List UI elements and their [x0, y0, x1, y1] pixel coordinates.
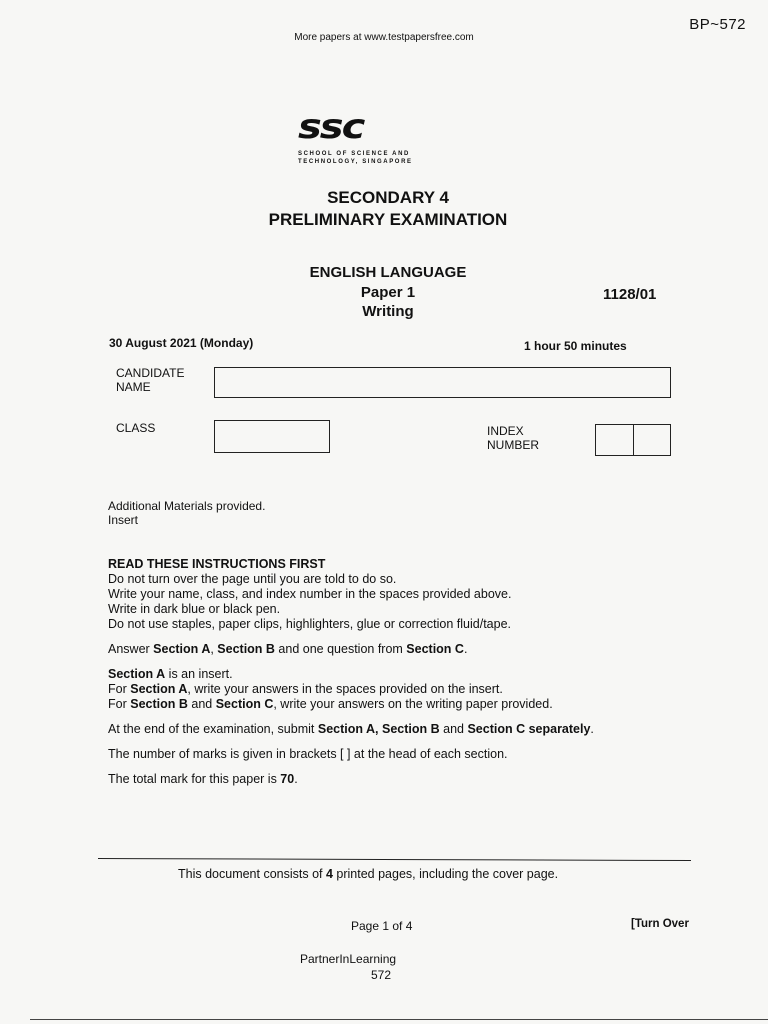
- section-bc-line: For Section B and Section C, write your answers on the writing paper provided.: [108, 697, 553, 711]
- logo-subtitle-1: SCHOOL OF SCIENCE AND: [298, 151, 410, 157]
- logo-subtitle-2: TECHNOLOGY, SINGAPORE: [298, 159, 413, 165]
- instructions-block: [108, 557, 594, 787]
- submission-line: At the end of the examination, submit Section A, Section B and Section C separately.: [108, 722, 594, 736]
- paper-code: 1128/01: [603, 286, 657, 303]
- instruction-line: Write in dark blue or black pen.: [108, 602, 281, 616]
- instruction-line: Do not turn over the page until you are told to do so.: [108, 572, 397, 586]
- instruction-line: Do not use staples, paper clips, highlighters, glue or correction fluid/tape.: [108, 617, 512, 631]
- footer-divider: [98, 858, 691, 861]
- marks-line: The number of marks is given in brackets [ ] at the head of each section.: [108, 747, 508, 761]
- section-a-line: For Section A, write your answers in the spaces provided on the insert.: [108, 682, 503, 696]
- exam-date: 30 August 2021 (Monday): [109, 336, 254, 350]
- instruction-line: Write your name, class, and index number in the spaces provided above.: [108, 587, 512, 601]
- index-number-label: [487, 424, 539, 452]
- total-mark-line: The total mark for this paper is 70.: [108, 772, 298, 786]
- page-count-note: This document consists of 4 printed pages, including the cover page.: [178, 867, 559, 881]
- instructions-heading: READ THESE INSTRUCTIONS FIRST: [108, 557, 326, 571]
- source-url-text: More papers at www.testpapersfree.com: [294, 32, 474, 43]
- logo-mark: ssc: [298, 107, 364, 147]
- materials-line-2: Insert: [108, 513, 139, 527]
- materials-line-1: Additional Materials provided.: [108, 499, 266, 513]
- turn-over-label: [Turn Over: [631, 918, 689, 930]
- index-label-line-1: INDEX: [487, 424, 524, 438]
- candidate-name-label: [116, 366, 184, 394]
- answer-sections-line: Answer Section A, Section B and one question from Section C.: [108, 642, 468, 656]
- paper-number: Paper 1: [360, 284, 416, 301]
- exam-duration: 1 hour 50 minutes: [524, 339, 627, 353]
- candidate-name-field[interactable]: [214, 367, 671, 398]
- class-label: CLASS: [116, 421, 156, 435]
- class-field[interactable]: [214, 420, 330, 453]
- document-code-tag: BP~572: [689, 16, 746, 33]
- bottom-edge-line: [30, 1019, 768, 1020]
- index-number-field-digit-2[interactable]: [633, 424, 671, 456]
- candidate-label-line-2: NAME: [116, 380, 151, 394]
- partner-number: 572: [371, 968, 392, 982]
- insert-line: Section A is an insert.: [108, 667, 233, 681]
- page-number: Page 1 of 4: [351, 919, 413, 933]
- partner-label: PartnerInLearning: [300, 952, 397, 966]
- index-label-line-2: NUMBER: [487, 438, 540, 452]
- candidate-label-line-1: CANDIDATE: [116, 366, 185, 380]
- exam-title-line-2: PRELIMINARY EXAMINATION: [268, 210, 508, 229]
- paper-component: Writing: [362, 303, 414, 320]
- additional-materials: [108, 499, 265, 527]
- index-number-field-digit-1[interactable]: [595, 424, 634, 456]
- subject-name: ENGLISH LANGUAGE: [309, 264, 467, 281]
- exam-title-line-1: SECONDARY 4: [327, 188, 449, 207]
- school-logo: [298, 107, 443, 172]
